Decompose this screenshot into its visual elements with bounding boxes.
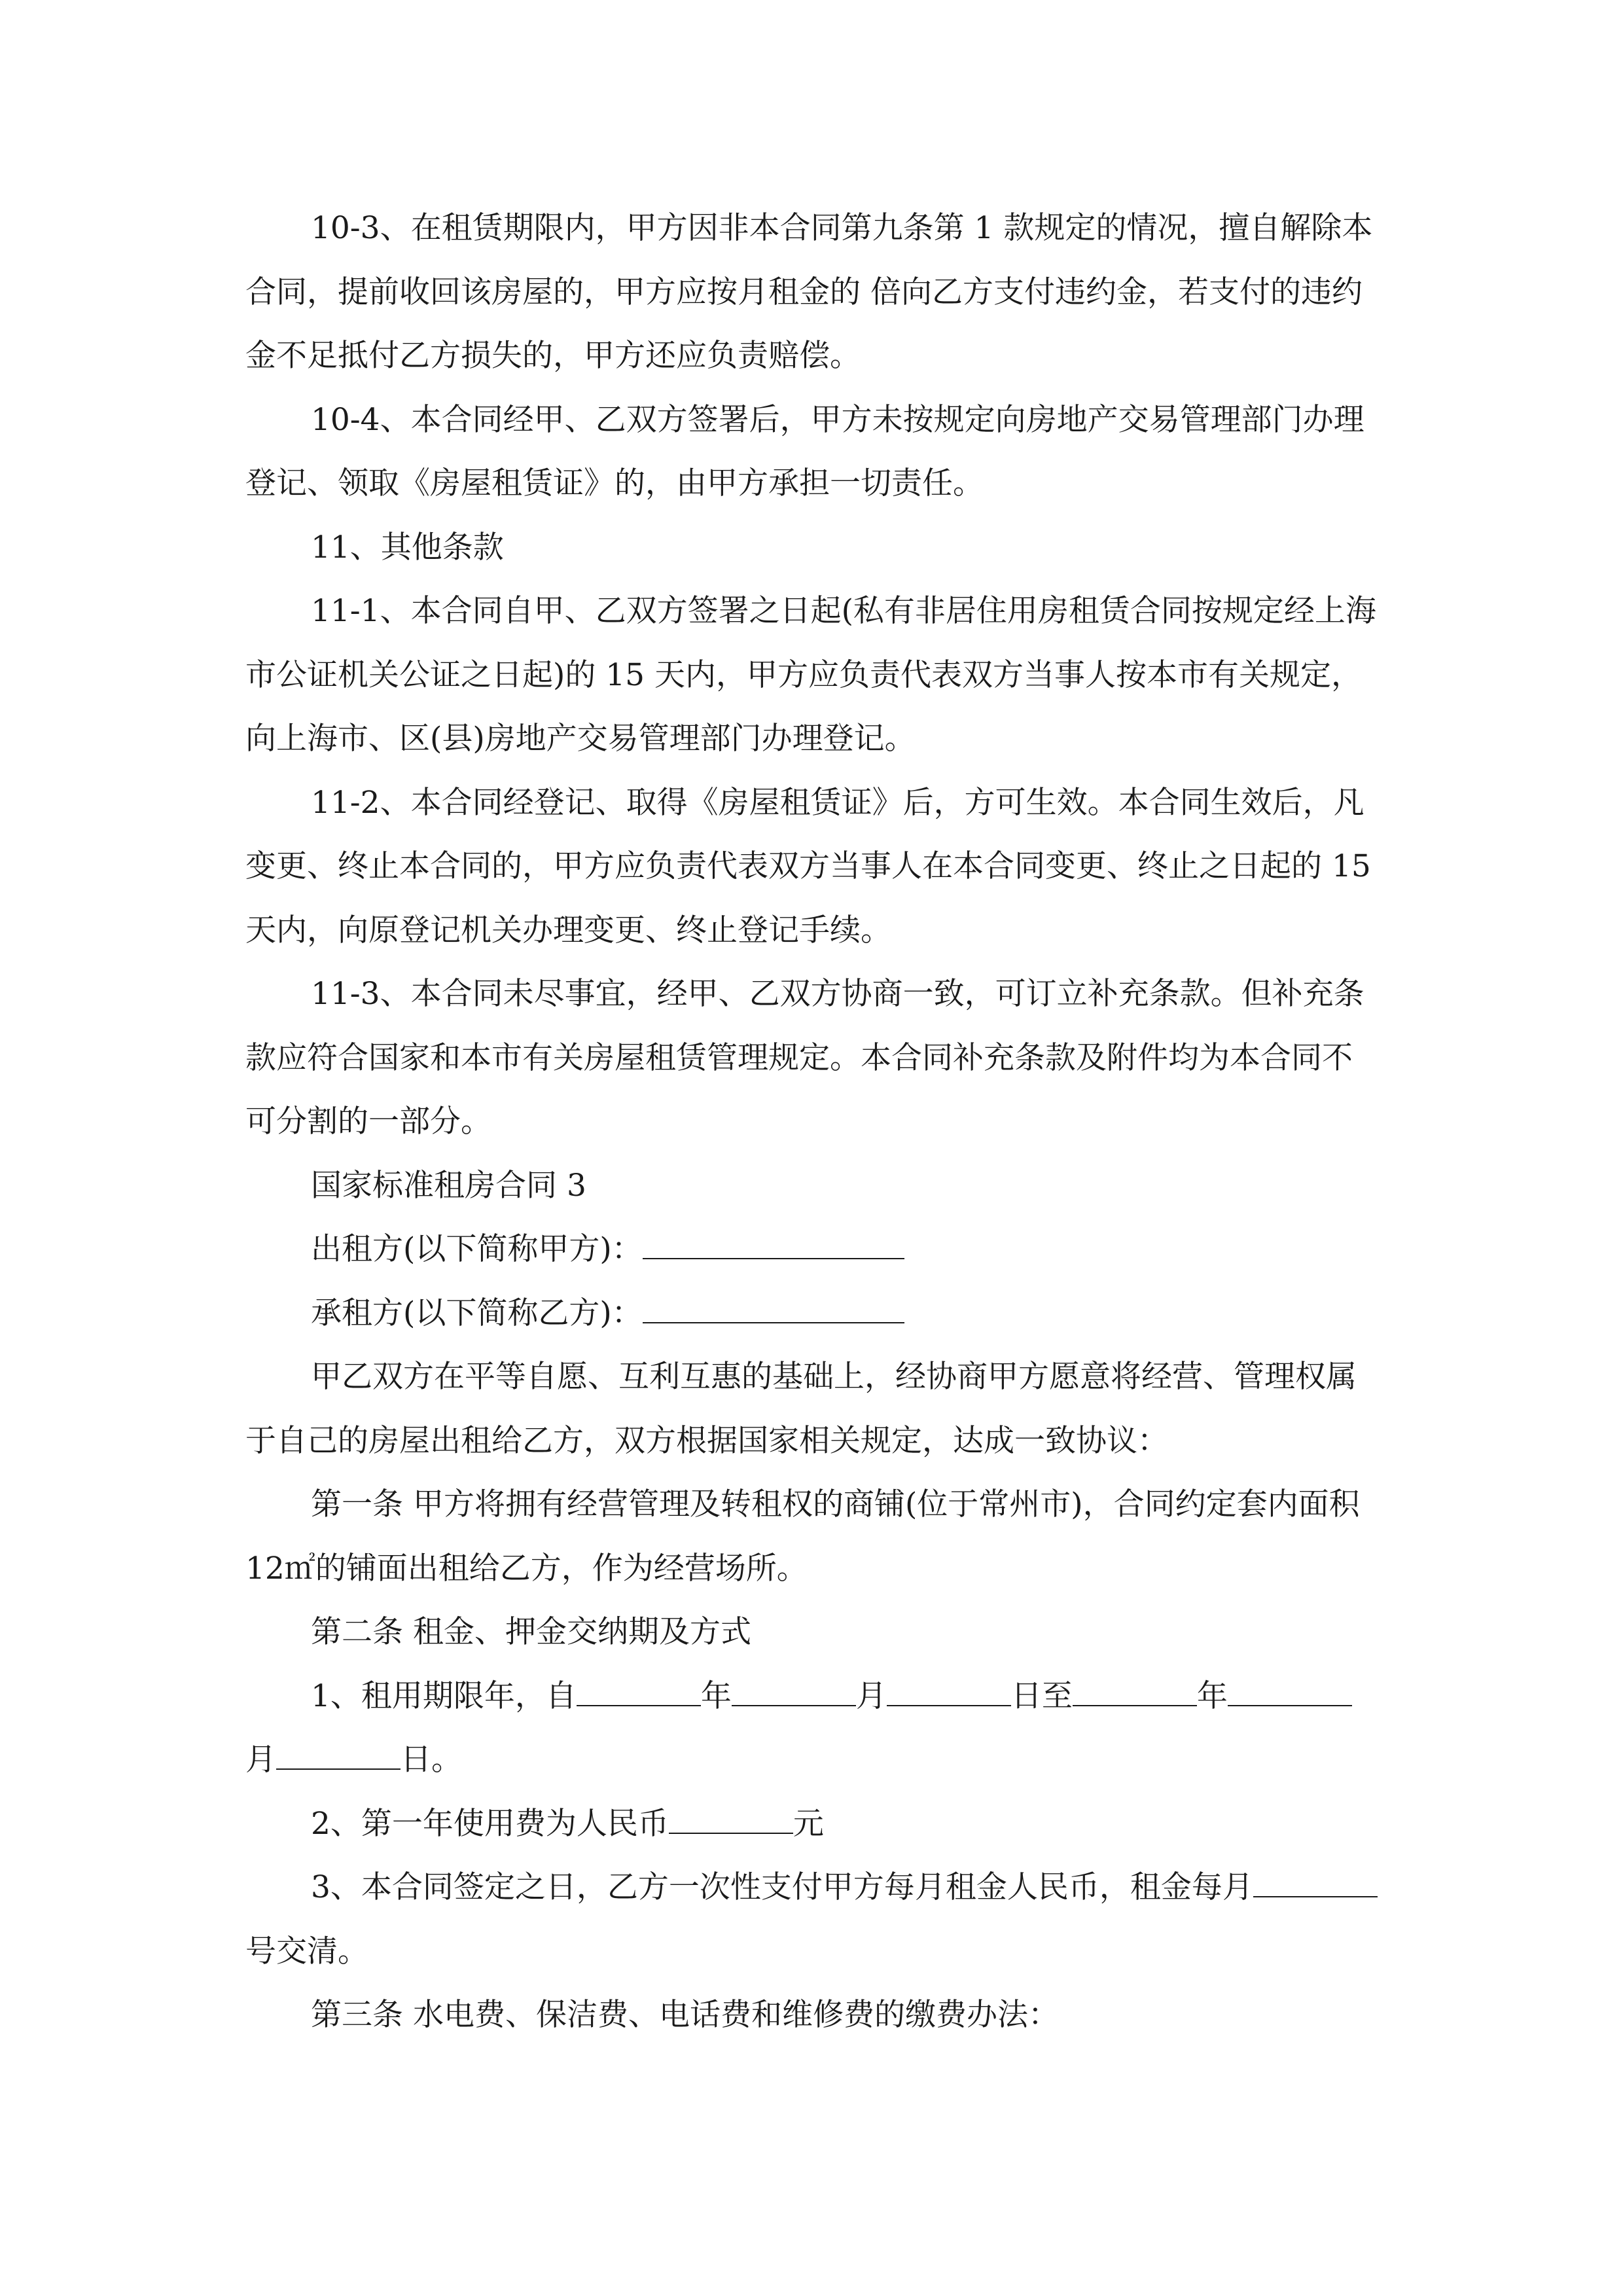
lessor-label: 出租方(以下简称甲方)：: [311, 1231, 643, 1267]
intro-paragraph: 甲乙双方在平等自愿、互利互惠的基础上，经协商甲方愿意将经营、管理权属于自己的房屋出租给乙方，双方根据国家相关规定，达成一致协议：: [245, 1359, 1357, 1459]
month-label: 月: [855, 1677, 887, 1714]
year-label: 年: [700, 1677, 732, 1714]
first-year-fee-line: [245, 1792, 1378, 1856]
year-label-2: 年: [1196, 1677, 1228, 1714]
first-year-blank: [669, 1806, 793, 1834]
clause-11-1: 11-1、本合同自甲、乙双方签署之日起(私有非居住用房租赁合同按规定经上海市公证机关公证之日起)的 15 天内，甲方应负责代表双方当事人按本市有关规定，向上海市、区(县)房地产交易管理部门办理登记。: [245, 593, 1376, 757]
end-year-blank: [1073, 1679, 1197, 1706]
payment-day-blank: [1253, 1870, 1378, 1897]
payment-line: [245, 1856, 1378, 1983]
lessee-blank: [643, 1296, 904, 1323]
article-2-heading: 第二条 租金、押金交纳期及方式: [311, 1614, 751, 1650]
lessee-line: [245, 1282, 1378, 1346]
start-day-blank: [887, 1679, 1011, 1706]
article-1: 第一条 甲方将拥有经营管理及转租权的商铺(位于常州市)，合同约定套内面积 12㎡的铺面出租给乙方，作为经营场所。: [245, 1486, 1360, 1587]
contract-3-title: 国家标准租房合同 3: [311, 1167, 586, 1204]
payment-prefix: 3、本合同签定之日，乙方一次性支付甲方每月租金人民币，租金每月: [311, 1869, 1253, 1905]
lessee-label: 承租方(以下简称乙方)：: [311, 1295, 643, 1331]
term-prefix: 1、租用期限年，自: [311, 1677, 577, 1714]
yuan-label: 元: [793, 1805, 824, 1842]
start-month-blank: [732, 1679, 856, 1706]
term-line: [245, 1664, 1378, 1792]
day-label-2: 日。: [401, 1742, 462, 1778]
contract-page: [245, 196, 1378, 2047]
clause-10-4: 10-4、本合同经甲、乙双方签署后，甲方未按规定向房地产交易管理部门办理登记、领取《房屋租赁证》的，由甲方承担一切责任。: [245, 401, 1364, 501]
end-day-blank: [276, 1742, 401, 1770]
clause-10-3: 10-3、在租赁期限内，甲方因非本合同第九条第 1 款规定的情况，擅自解除本合同，提前收回该房屋的，甲方应按月租金的 倍向乙方支付违约金，若支付的违约金不足抵付乙方损失的，甲方还应负责赔偿。: [245, 210, 1373, 374]
lessor-line: [245, 1217, 1378, 1282]
clause-11-heading: 11、其他条款: [311, 529, 504, 565]
clause-11-2: 11-2、本合同经登记、取得《房屋租赁证》后，方可生效。本合同生效后，凡变更、终止本合同的，甲方应负责代表双方当事人在本合同变更、终止之日起的 15 天内，向原登记机关办理变更、终止登记手续。: [245, 784, 1371, 948]
month-label-2: 月: [245, 1742, 276, 1778]
first-year-prefix: 2、第一年使用费为人民币: [311, 1805, 669, 1842]
end-month-blank: [1228, 1679, 1352, 1706]
clause-11-3: 11-3、本合同未尽事宜，经甲、乙双方协商一致，可订立补充条款。但补充条款应符合国家和本市有关房屋租赁管理规定。本合同补充条款及附件均为本合同不可分割的一部分。: [245, 976, 1364, 1139]
payment-suffix: 号交清。: [245, 1933, 368, 1969]
start-year-blank: [577, 1679, 701, 1706]
lessor-blank: [643, 1232, 904, 1259]
article-3-heading: 第三条 水电费、保洁费、电话费和维修费的缴费办法：: [311, 1997, 1059, 2033]
day-to-label: 日至: [1010, 1677, 1073, 1714]
